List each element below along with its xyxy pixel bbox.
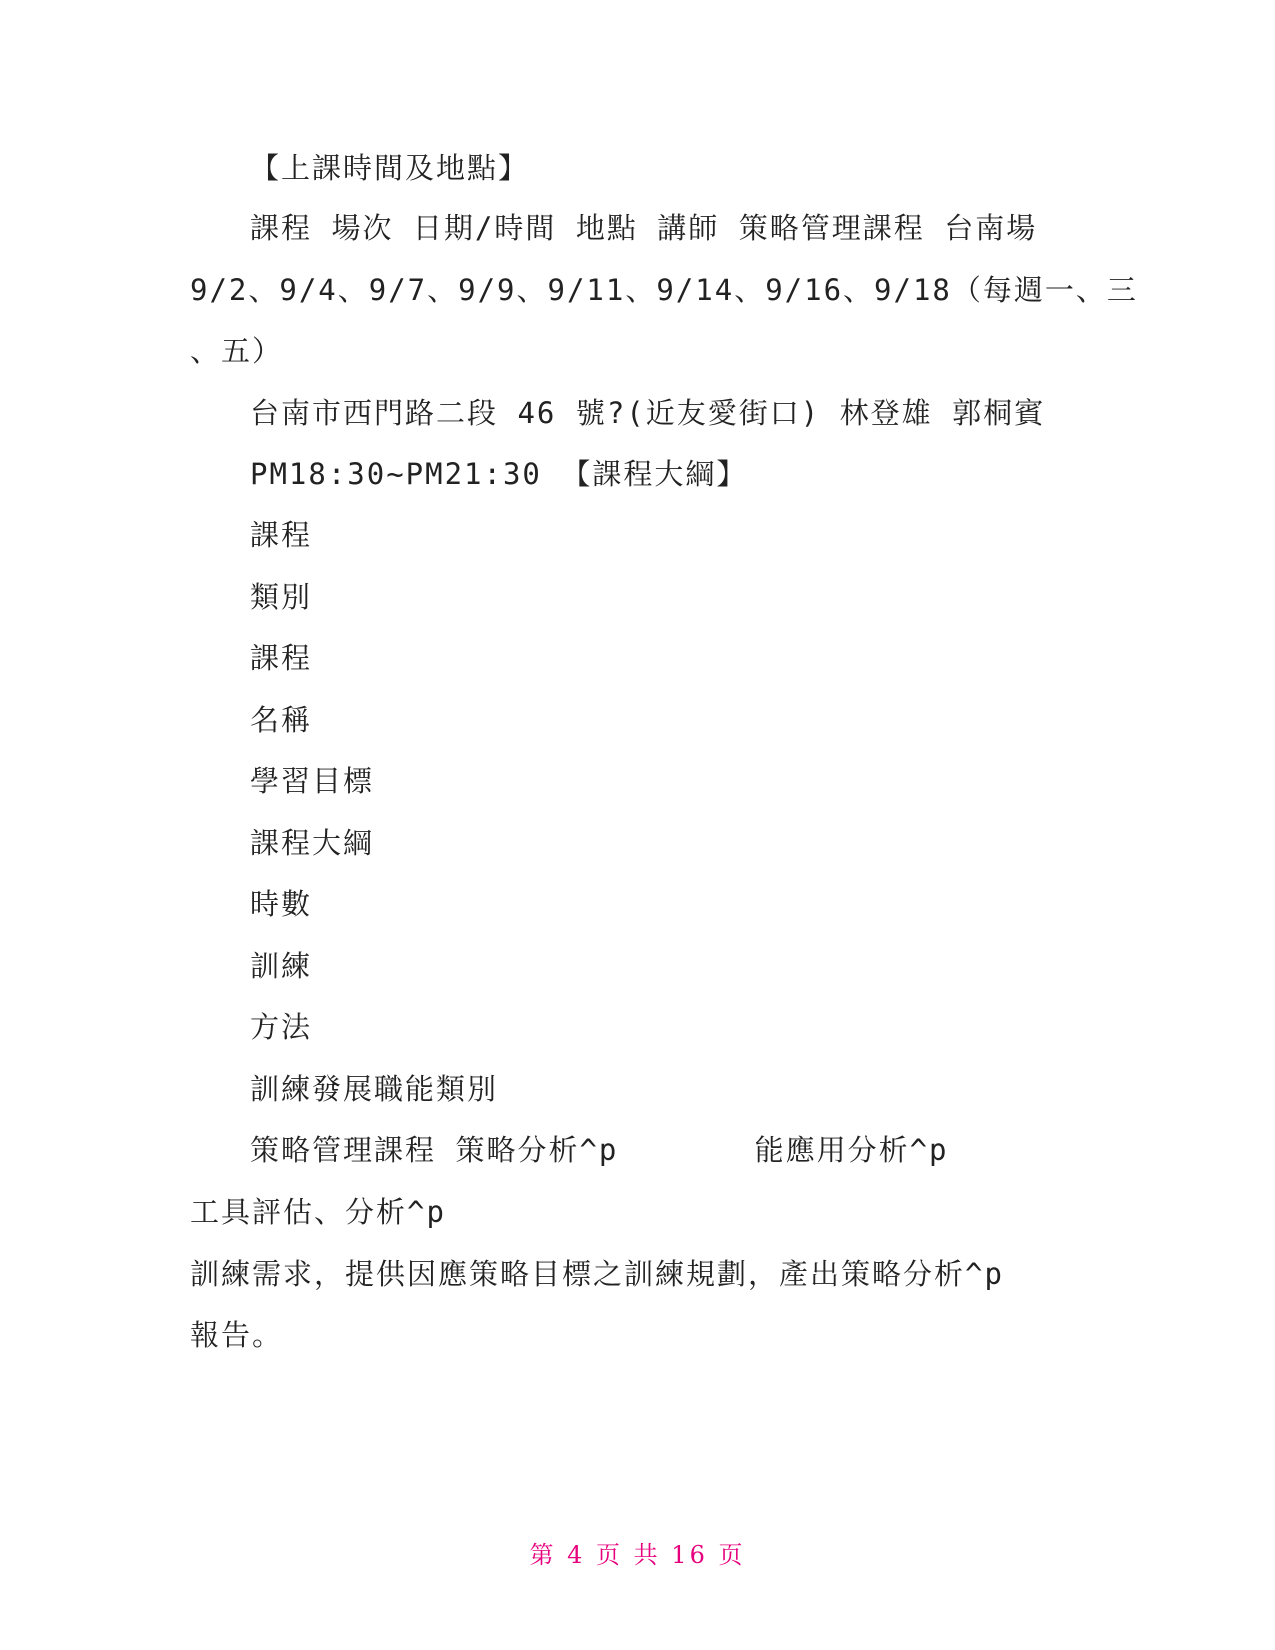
text-line: 訓練需求，提供因應策略目標之訓練規劃，產出策略分析^p — [190, 1257, 1004, 1291]
text-line: 時數 — [250, 887, 313, 921]
text-line: 課程 — [250, 518, 313, 552]
text-line: 學習目標 — [250, 764, 375, 798]
text-line: 9/2、9/4、9/7、9/9、9/11、9/14、9/16、9/18（每週一、三 — [190, 273, 1138, 307]
text-line: 課程 — [250, 641, 313, 675]
page-number-footer: 第 4 页 共 16 页 — [529, 1541, 746, 1569]
text-line: 報告。 — [190, 1318, 284, 1352]
text-line: 課程大綱 — [250, 826, 375, 860]
text-line: 類別 — [250, 580, 313, 614]
text-line: 名稱 — [250, 703, 313, 737]
text-line: 方法 — [250, 1010, 313, 1044]
text-line: 工具評估、分析^p — [190, 1195, 446, 1229]
text-line: 課程 場次 日期/時間 地點 講師 策略管理課程 台南場 — [250, 211, 1038, 245]
text-line: 、五） — [190, 334, 284, 368]
section-heading-schedule: 【上課時間及地點】 — [250, 151, 530, 185]
section-heading-outline: PM18:30~PM21:30 【課程大綱】 — [250, 457, 748, 491]
text-line: 台南市西門路二段 46 號?(近友愛街口) 林登雄 郭桐賓 — [250, 396, 1046, 430]
text-line: 訓練 — [250, 949, 313, 983]
text-line: 訓練發展職能類別 — [250, 1072, 499, 1106]
text-line: 策略管理課程 策略分析^p 能應用分析^p — [250, 1133, 949, 1167]
